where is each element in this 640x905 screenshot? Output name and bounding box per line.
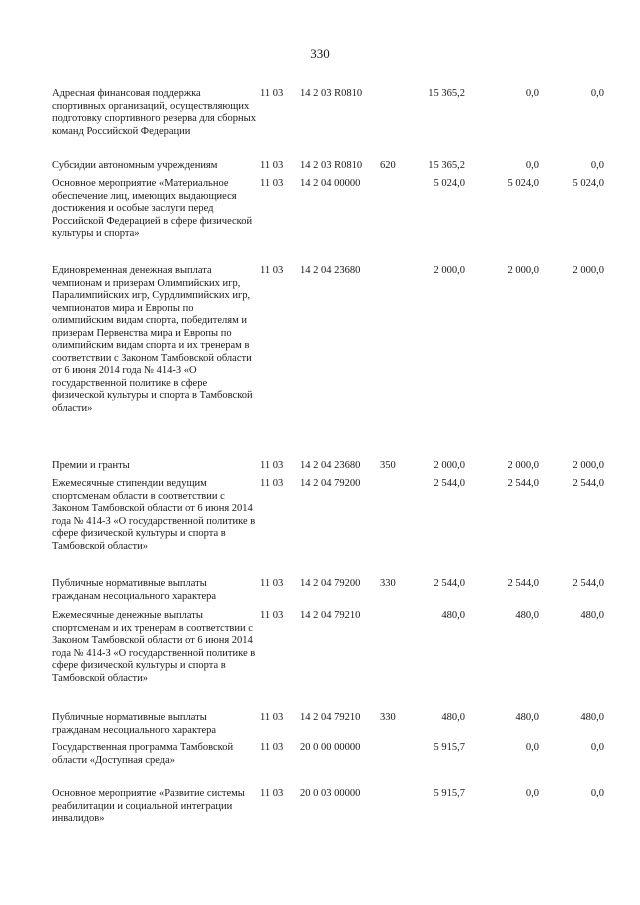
row-value-2: 2 544,0: [507, 578, 539, 589]
row-target-article: 14 2 04 79200: [300, 478, 361, 489]
row-value-1: 480,0: [441, 610, 465, 621]
row-value-1: 5 915,7: [433, 788, 465, 799]
row-value-2: 480,0: [515, 610, 539, 621]
row-expense-type: 330: [380, 712, 396, 723]
row-section: 11 03: [260, 712, 284, 723]
row-value-1: 5 915,7: [433, 742, 465, 753]
row-section: 11 03: [260, 788, 284, 799]
row-value-1: 480,0: [441, 712, 465, 723]
row-name: Государственная программа Тамбовской области «Доступная среда»: [52, 742, 234, 766]
row-name: Ежемесячные денежные выплаты спортсменам и их тренерам в соответствии с Законом Тамбовской области от 6 июня 2014 года № 414-З «О государственной политике в сфере физической культуры и спорта в Тамбовской области»: [52, 610, 256, 684]
row-expense-type: 350: [380, 460, 396, 471]
row-name: Публичные нормативные выплаты гражданам несоциального характера: [52, 578, 217, 602]
row-section: 11 03: [260, 742, 284, 753]
row-target-article: 14 2 04 00000: [300, 178, 361, 189]
row-value-2: 0,0: [525, 788, 539, 799]
row-target-article: 14 2 04 79200: [300, 578, 361, 589]
row-value-2: 0,0: [525, 160, 539, 171]
row-section: 11 03: [260, 160, 284, 171]
row-value-3: 2 000,0: [572, 265, 604, 276]
row-value-3: 480,0: [580, 712, 604, 723]
row-target-article: 14 2 04 23680: [300, 460, 361, 471]
row-target-article: 14 2 04 23680: [300, 265, 361, 276]
row-value-1: 15 365,2: [428, 160, 465, 171]
row-section: 11 03: [260, 460, 284, 471]
row-expense-type: 330: [380, 578, 396, 589]
row-value-1: 2 000,0: [433, 265, 465, 276]
row-value-3: 480,0: [580, 610, 604, 621]
row-target-article: 14 2 04 79210: [300, 610, 361, 621]
row-value-3: 2 544,0: [572, 578, 604, 589]
row-value-3: 2 544,0: [572, 478, 604, 489]
row-value-2: 2 000,0: [507, 460, 539, 471]
row-target-article: 14 2 04 79210: [300, 712, 361, 723]
row-name: Единовременная денежная выплата чемпионам и призерам Олимпийских игр, Паралимпийских игр, Сурдлимпийских игр, чемпионатов мира и Европы по олимпийским видам спорта, победителям и призерам Первенства мира и Европы по олимпийским видам спорта и их тренерам в соответствии с Законом Тамбовской области от 6 июня 2014 года № 414-З «О государственной политике в сфере физической культуры и спорта в Тамбовской области»: [52, 265, 253, 414]
row-value-2: 480,0: [515, 712, 539, 723]
row-value-2: 0,0: [525, 88, 539, 99]
row-value-3: 5 024,0: [572, 178, 604, 189]
row-name: Ежемесячные стипендии ведущим спортсменам области в соответствии с Законом Тамбовской области от 6 июня 2014 года № 414-З «О государственной политике в сфере физической культуры и спорта в Тамбовской области»: [52, 478, 256, 552]
row-target-article: 20 0 00 00000: [300, 742, 361, 753]
row-value-1: 5 024,0: [433, 178, 465, 189]
row-value-3: 0,0: [590, 160, 604, 171]
row-value-3: 0,0: [590, 88, 604, 99]
row-value-2: 0,0: [525, 742, 539, 753]
row-value-1: 2 544,0: [433, 578, 465, 589]
row-value-2: 2 000,0: [507, 265, 539, 276]
row-name: Премии и гранты: [52, 460, 130, 471]
row-section: 11 03: [260, 178, 284, 189]
row-value-2: 5 024,0: [507, 178, 539, 189]
row-section: 11 03: [260, 478, 284, 489]
row-name: Субсидии автономным учреждениям: [52, 160, 218, 171]
row-section: 11 03: [260, 88, 284, 99]
row-section: 11 03: [260, 610, 284, 621]
row-target-article: 14 2 03 R0810: [300, 160, 363, 171]
row-name: Основное мероприятие «Развитие системы реабилитации и социальной интеграции инвалидов»: [52, 788, 245, 824]
row-target-article: 20 0 03 00000: [300, 788, 361, 799]
row-value-2: 2 544,0: [507, 478, 539, 489]
row-expense-type: 620: [380, 160, 396, 171]
row-section: 11 03: [260, 265, 284, 276]
row-value-3: 2 000,0: [572, 460, 604, 471]
row-name: Адресная финансовая поддержка спортивных организаций, осуществляющих подготовку спортивного резерва для сборных команд Российской Федерации: [52, 88, 256, 137]
row-value-1: 2 544,0: [433, 478, 465, 489]
row-section: 11 03: [260, 578, 284, 589]
row-name: Основное мероприятие «Материальное обеспечение лиц, имеющих выдающиеся достижения и особые заслуги перед Российской Федерацией в сфере физической культуры и спорта»: [52, 178, 253, 239]
row-target-article: 14 2 03 R0810: [300, 88, 363, 99]
row-value-1: 15 365,2: [428, 88, 465, 99]
row-value-3: 0,0: [590, 742, 604, 753]
row-value-3: 0,0: [590, 788, 604, 799]
row-value-1: 2 000,0: [433, 460, 465, 471]
page-number: 330: [310, 46, 330, 61]
row-name: Публичные нормативные выплаты гражданам несоциального характера: [52, 712, 217, 736]
